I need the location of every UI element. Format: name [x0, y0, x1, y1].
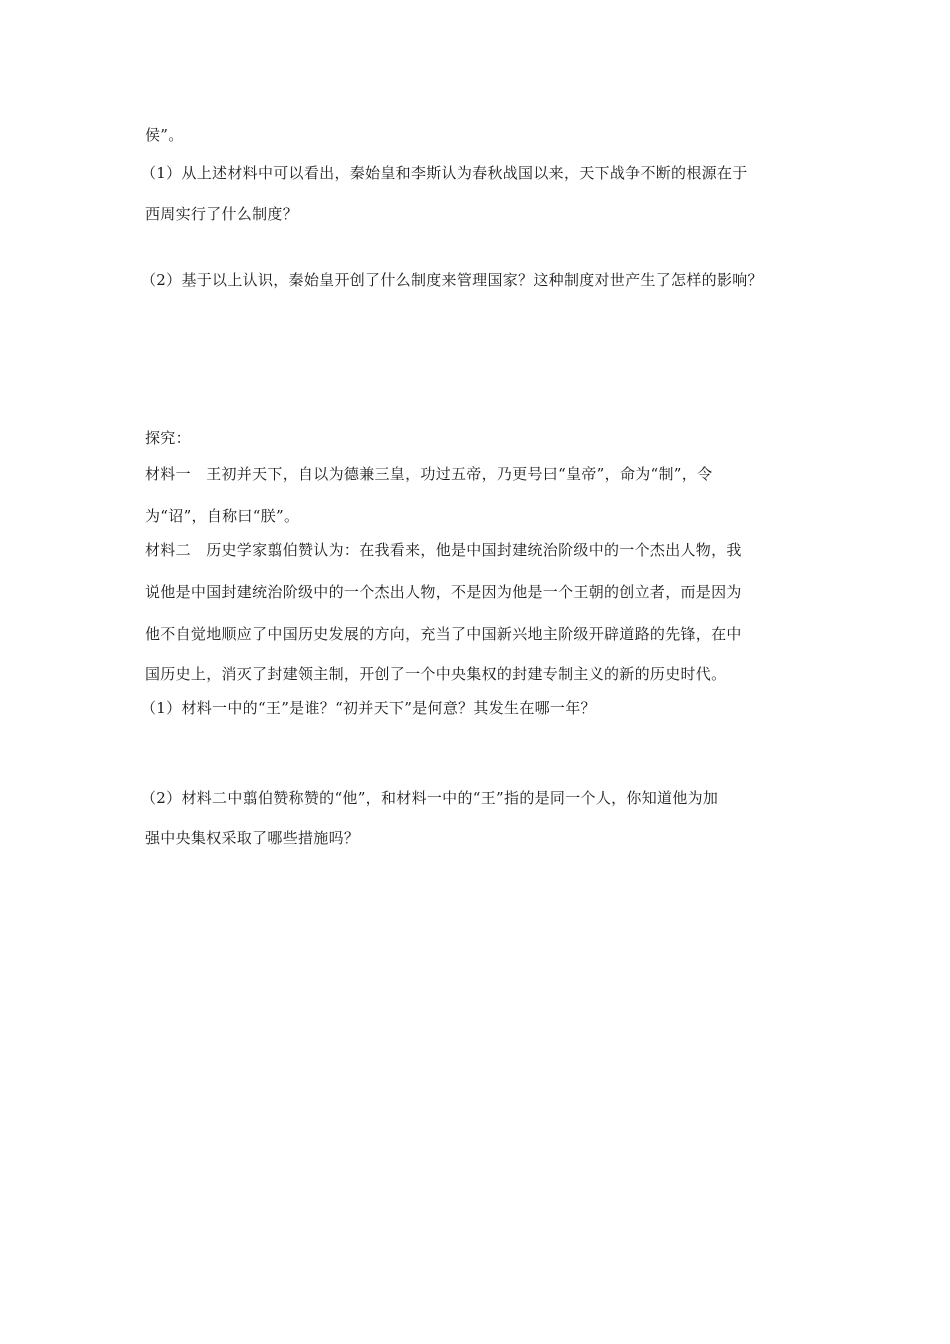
material-1-line-2: 为“诏”，自称曰“朕”。	[145, 507, 300, 525]
inquiry-question-2-line-1: （2）材料二中翦伯赞称赞的“他”，和材料一中的“王”指的是同一个人，你知道他为加	[141, 789, 719, 807]
question-1-line-1: （1）从上述材料中可以看出，秦始皇和李斯认为春秋战国以来，天下战争不断的根源在于	[141, 164, 748, 182]
inquiry-question-2-line-2: 强中央集权采取了哪些措施吗？	[145, 829, 360, 847]
material-1-line-1: 材料一 王初并天下，自以为德兼三皇，功过五帝，乃更号曰“皇帝”，命为“制”，令	[145, 465, 713, 483]
material-2-line-4: 国历史上，消灭了封建领主制，开创了一个中央集权的封建专制主义的新的历史时代。	[145, 665, 727, 683]
section-heading-inquiry: 探究：	[145, 429, 191, 447]
material-2-line-2: 说他是中国封建统治阶级中的一个杰出人物，不是因为他是一个王朝的创立者，而是因为	[145, 583, 742, 601]
question-1-line-2: 西周实行了什么制度？	[145, 205, 299, 223]
continuation-text: 侯”。	[145, 126, 184, 144]
material-2-line-3: 他不自觉地顺应了中国历史发展的方向，充当了中国新兴地主阶级开辟道路的先锋，在中	[145, 625, 742, 643]
material-2-line-1: 材料二 历史学家翦伯赞认为：在我看来，他是中国封建统治阶级中的一个杰出人物，我	[145, 541, 742, 559]
inquiry-question-1: （1）材料一中的“王”是谁？“初并天下”是何意？其发生在哪一年？	[141, 699, 596, 717]
question-2: （2）基于以上认识，秦始皇开创了什么制度来管理国家？这种制度对世产生了怎样的影响？	[141, 271, 763, 289]
